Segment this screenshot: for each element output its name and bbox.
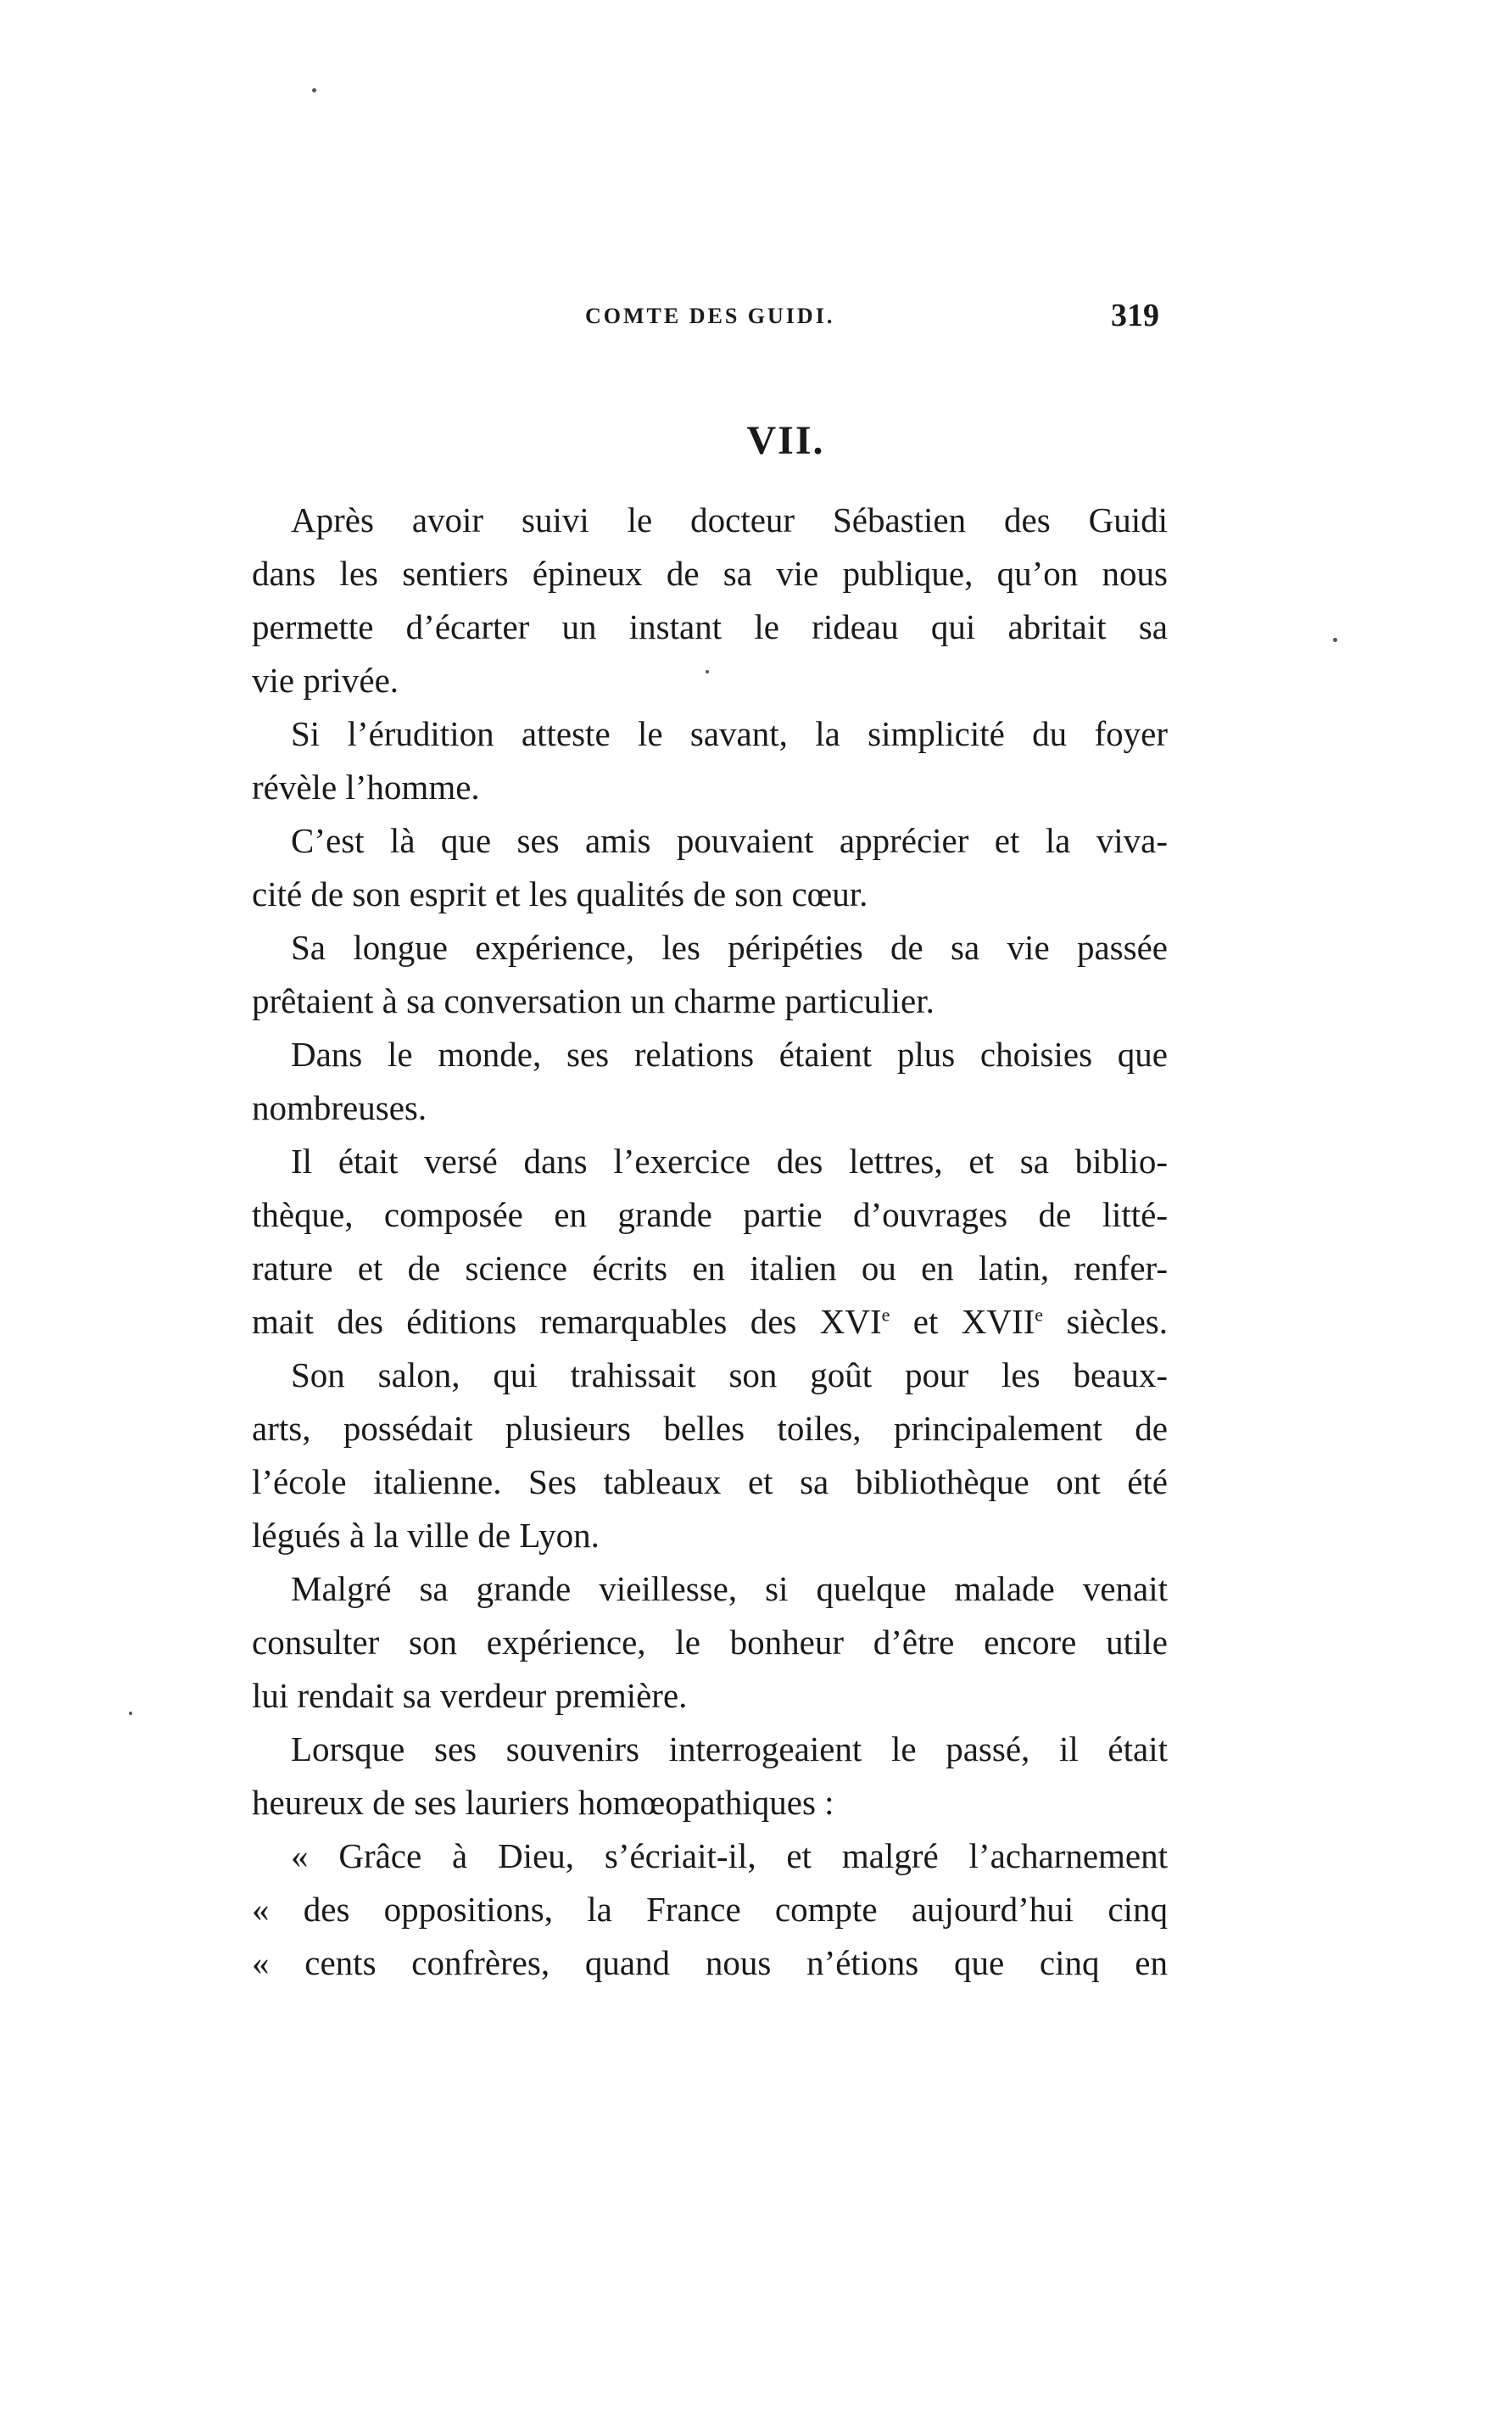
text-line: thèque, composée en grande partie d’ouvrages de litté- xyxy=(252,1195,1168,1234)
text-segment: siècles. xyxy=(1043,1302,1168,1341)
text-line: légués à la ville de Lyon. xyxy=(252,1516,600,1555)
superscript: e xyxy=(1035,1304,1044,1326)
text-line: prêtaient à sa conversation un charme particulier. xyxy=(252,981,935,1020)
text-line: révèle l’homme. xyxy=(252,768,480,807)
text-line: Sa longue expérience, les péripéties de sa vie passée xyxy=(291,928,1168,967)
text-line: arts, possédait plusieurs belles toiles, principalement de xyxy=(252,1409,1168,1448)
text-line: consulter son expérience, le bonheur d’être encore utile xyxy=(252,1623,1168,1662)
text-line: dans les sentiers épineux de sa vie publique, qu’on nous xyxy=(252,554,1168,593)
text-line: heureux de ses lauriers homœopathiques : xyxy=(252,1783,834,1822)
print-speck xyxy=(129,1712,132,1715)
text-line: « des oppositions, la France compte aujourd’hui cinq xyxy=(252,1890,1168,1929)
superscript: e xyxy=(881,1304,890,1326)
print-speck xyxy=(1333,638,1337,642)
running-title: COMTE DES GUIDI. xyxy=(585,304,835,328)
body-text xyxy=(252,494,1168,1990)
text-line: vie privée. xyxy=(252,661,399,700)
print-speck xyxy=(312,88,316,92)
text-line: Il était versé dans l’exercice des lettres, et sa biblio- xyxy=(291,1142,1168,1181)
text-line xyxy=(252,1295,1168,1349)
running-header xyxy=(0,297,1512,339)
text-line: C’est là que ses amis pouvaient apprécier et la viva- xyxy=(291,821,1168,860)
text-line: Dans le monde, ses relations étaient plus choisies que xyxy=(291,1035,1168,1074)
text-line: cité de son esprit et les qualités de son cœur. xyxy=(252,874,868,913)
text-line: « Grâce à Dieu, s’écriait-il, et malgré l’acharnement xyxy=(291,1836,1168,1875)
text-line: Si l’érudition atteste le savant, la simplicité du foyer xyxy=(291,714,1168,753)
text-line: rature et de science écrits en italien ou en latin, renfer- xyxy=(252,1249,1168,1288)
text-line: l’école italienne. Ses tableaux et sa bibliothèque ont été xyxy=(252,1462,1168,1501)
text-line: Après avoir suivi le docteur Sébastien des Guidi xyxy=(291,500,1168,539)
page-number: 319 xyxy=(1111,298,1159,333)
text-line: lui rendait sa verdeur première. xyxy=(252,1676,688,1715)
text-line: Lorsque ses souvenirs interrogeaient le passé, il était xyxy=(291,1729,1168,1768)
text-segment: mait des éditions remarquables des XVI xyxy=(252,1302,882,1341)
text-line: nombreuses. xyxy=(252,1088,427,1127)
text-line: permette d’écarter un instant le rideau qui abritait sa xyxy=(252,607,1168,646)
text-segment: et XVII xyxy=(890,1302,1035,1341)
text-line: Malgré sa grande vieillesse, si quelque malade venait xyxy=(291,1569,1168,1608)
section-heading: VII. xyxy=(746,418,825,463)
text-line: Son salon, qui trahissait son goût pour les beaux- xyxy=(291,1355,1168,1394)
text-line: « cents confrères, quand nous n’étions que cinq en xyxy=(252,1943,1168,1982)
